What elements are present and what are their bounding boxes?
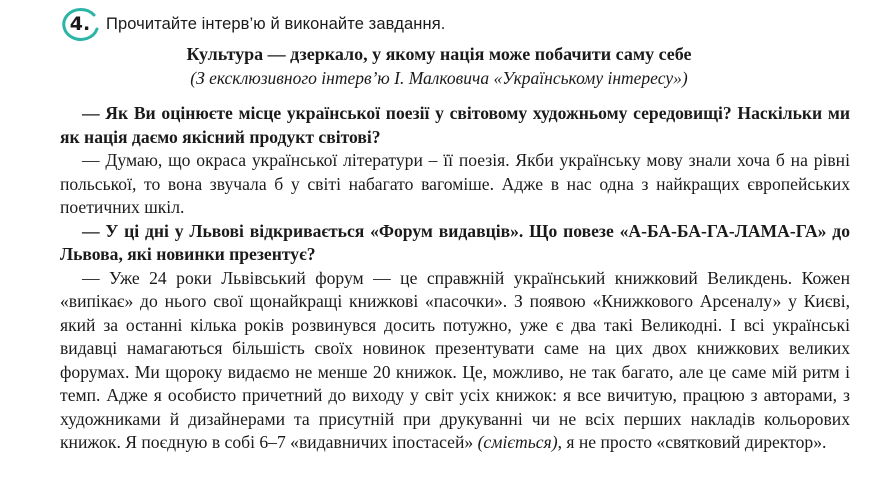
- answer-2-text: — Уже 24 роки Львівський форум — це справжній український книжковий Великдень. Кожен «випікає» до нього свої щонайкращі книжкові «пасочки». З появою «Книжкового Арсеналу» у Києві, який за останні кілька років розвинувся досить потужно, уже є два такі Великодні. І всі українські видавці намагаються більшість своїх новинок презентувати саме на цих двох книжкових великих форумах. Ми щороку видаємо не менше 20 книжок. Це, можливо, не так багато, але це саме мій ритм і темп. Адже я особисто причетний до виходу у світ усіх книжок: я все вичитую, працюю з авторами, з художниками й дизайнерами та присутній при друкуванні чи не всіх перших накладів кольорових книжок. Я поєдную в собі 6–7 «видавничих іпостасей»: [60, 267, 850, 452]
- interview-question-2: — У ці дні у Львові відкривається «Форум видавців». Що повезе «А-БА-БА-ГА-ЛАМА-ГА» до Львова, які новинки презентує?: [60, 220, 850, 264]
- interview-answer-1: — Думаю, що окраса української літератури – її поезія. Якби українську мову знали хоча б на рівні польської, то вона звучала б у світі набагато вагоміше. Адже в нас одна з найкращих європейських поетичних шкіл.: [60, 150, 850, 217]
- article-title: Культура — дзеркало, у якому нація може побачити саму себе: [186, 44, 692, 64]
- task-instruction: Прочитайте інтерв’ю й виконайте завдання.: [106, 14, 446, 33]
- task-number-badge: [60, 6, 100, 42]
- answer-2-ending: , я не просто «святковий директор».: [557, 432, 827, 452]
- interview-body: [60, 102, 850, 455]
- answer-2-aside: (сміється): [477, 432, 558, 452]
- interview-question-1: — Як Ви оцінюєте місце української поезії у світовому художньому середовищі? Наскільки ми як нація даємо якісний продукт світові?: [60, 103, 850, 147]
- task-header: [60, 6, 445, 42]
- article-subtitle: (З ексклюзивного інтерв’ю І. Малковича «Українському інтересу»): [190, 68, 688, 88]
- task-number: 4.: [69, 13, 91, 35]
- interview-answer-2: [60, 267, 850, 455]
